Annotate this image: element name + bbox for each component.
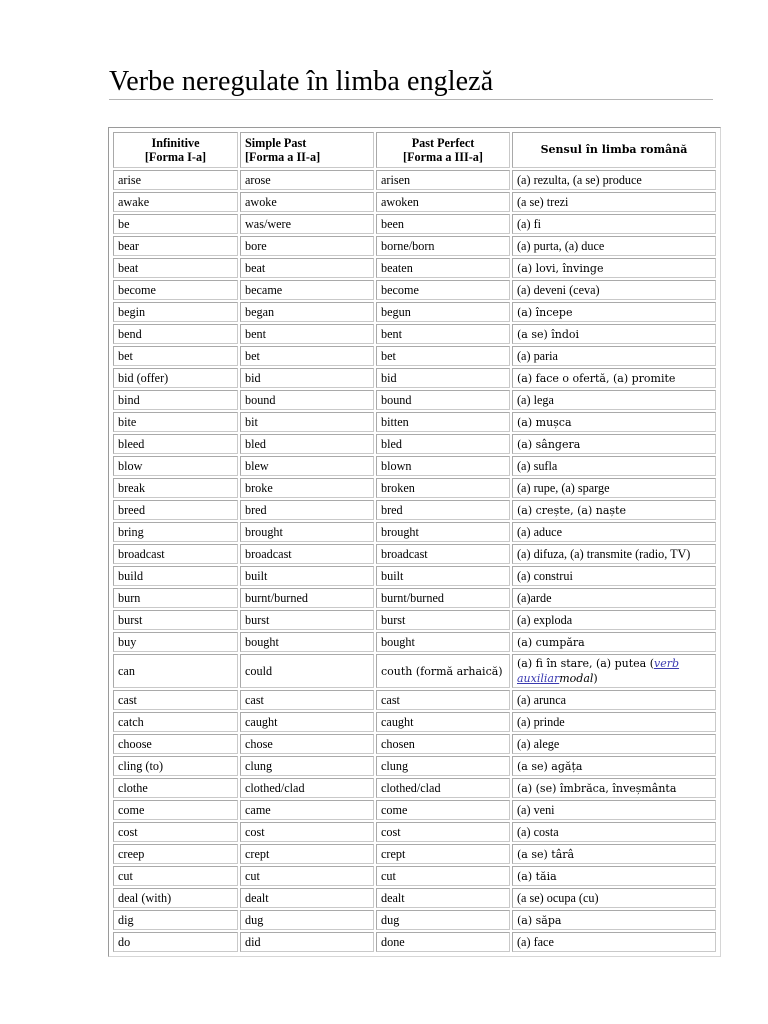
table-row	[113, 888, 716, 908]
table-row	[113, 170, 716, 190]
cell-past-perfect: couth (formă arhaică)	[376, 654, 510, 688]
cell-past-perfect: bled	[376, 434, 510, 454]
cell-meaning: (a) costa	[512, 822, 716, 842]
cell-infinitive: bend	[113, 324, 238, 344]
cell-infinitive: blow	[113, 456, 238, 476]
cell-infinitive: bind	[113, 390, 238, 410]
cell-meaning: (a) sângera	[512, 434, 716, 454]
cell-meaning: (a) rezulta, (a se) produce	[512, 170, 716, 190]
cell-simple-past: clothed/clad	[240, 778, 374, 798]
cell-infinitive: cast	[113, 690, 238, 710]
table-row	[113, 712, 716, 732]
cell-meaning: (a) crește, (a) naște	[512, 500, 716, 520]
cell-past-perfect: caught	[376, 712, 510, 732]
cell-simple-past: became	[240, 280, 374, 300]
cell-infinitive: catch	[113, 712, 238, 732]
cell-infinitive: burn	[113, 588, 238, 608]
cell-past-perfect: crept	[376, 844, 510, 864]
cell-infinitive: bet	[113, 346, 238, 366]
cell-simple-past: built	[240, 566, 374, 586]
cell-infinitive: bite	[113, 412, 238, 432]
cell-past-perfect: bet	[376, 346, 510, 366]
cell-meaning: (a) începe	[512, 302, 716, 322]
cell-infinitive: bring	[113, 522, 238, 542]
cell-simple-past: burst	[240, 610, 374, 630]
cell-simple-past: bore	[240, 236, 374, 256]
table-header-row	[113, 132, 716, 168]
cell-meaning: (a) rupe, (a) sparge	[512, 478, 716, 498]
table-row	[113, 390, 716, 410]
table-row	[113, 214, 716, 234]
verb-auxiliar-link[interactable]: verb auxiliar	[517, 657, 680, 685]
table-row	[113, 456, 716, 476]
cell-simple-past: caught	[240, 712, 374, 732]
cell-meaning: (a) exploda	[512, 610, 716, 630]
table-row	[113, 368, 716, 388]
cell-past-perfect: dug	[376, 910, 510, 930]
cell-infinitive: do	[113, 932, 238, 952]
cell-meaning: (a) lovi, învinge	[512, 258, 716, 278]
cell-infinitive: arise	[113, 170, 238, 190]
table-row	[113, 866, 716, 886]
header-infinitive-form: [Forma I-a]	[144, 150, 207, 164]
table-row	[113, 192, 716, 212]
cell-infinitive: break	[113, 478, 238, 498]
cell-infinitive: be	[113, 214, 238, 234]
cell-simple-past: dealt	[240, 888, 374, 908]
cell-simple-past: crept	[240, 844, 374, 864]
modal-text: modal	[559, 672, 594, 685]
cell-past-perfect: broadcast	[376, 544, 510, 564]
table-row	[113, 500, 716, 520]
cell-meaning: (a) purta, (a) duce	[512, 236, 716, 256]
cell-simple-past: bound	[240, 390, 374, 410]
cell-simple-past: brought	[240, 522, 374, 542]
cell-simple-past: was/were	[240, 214, 374, 234]
table-row	[113, 258, 716, 278]
cell-simple-past: bent	[240, 324, 374, 344]
cell-infinitive: bear	[113, 236, 238, 256]
cell-past-perfect: bred	[376, 500, 510, 520]
cell-infinitive: buy	[113, 632, 238, 652]
cell-infinitive: clothe	[113, 778, 238, 798]
cell-simple-past: bet	[240, 346, 374, 366]
cell-simple-past: clung	[240, 756, 374, 776]
cell-infinitive: beat	[113, 258, 238, 278]
verbs-table-frame	[108, 127, 721, 957]
table-body	[113, 170, 716, 952]
cell-past-perfect: cast	[376, 690, 510, 710]
cell-simple-past: did	[240, 932, 374, 952]
header-simple-past-label: Simple Past	[245, 136, 307, 150]
cell-meaning: (a) aduce	[512, 522, 716, 542]
cell-meaning: (a) alege	[512, 734, 716, 754]
cell-past-perfect: dealt	[376, 888, 510, 908]
cell-simple-past: broadcast	[240, 544, 374, 564]
cell-meaning: (a) tăia	[512, 866, 716, 886]
irregular-verbs-table	[111, 130, 718, 954]
cell-meaning: (a se) agăța	[512, 756, 716, 776]
cell-meaning: (a) lega	[512, 390, 716, 410]
table-row	[113, 522, 716, 542]
cell-meaning: (a) arunca	[512, 690, 716, 710]
cell-past-perfect: done	[376, 932, 510, 952]
cell-past-perfect: brought	[376, 522, 510, 542]
table-row	[113, 756, 716, 776]
table-row	[113, 324, 716, 344]
closing-paren: )	[593, 672, 598, 685]
cell-infinitive: bid (offer)	[113, 368, 238, 388]
cell-past-perfect: bought	[376, 632, 510, 652]
cell-past-perfect: been	[376, 214, 510, 234]
cell-simple-past: arose	[240, 170, 374, 190]
cell-infinitive: begin	[113, 302, 238, 322]
cell-meaning: (a) paria	[512, 346, 716, 366]
cell-simple-past: dug	[240, 910, 374, 930]
cell-past-perfect: begun	[376, 302, 510, 322]
page-title: Verbe neregulate în limba engleză	[109, 66, 494, 97]
header-meaning: Sensul în limba română	[512, 132, 716, 168]
table-row	[113, 690, 716, 710]
cell-meaning: (a) cumpăra	[512, 632, 716, 652]
cell-past-perfect: arisen	[376, 170, 510, 190]
cell-infinitive: creep	[113, 844, 238, 864]
table-row	[113, 844, 716, 864]
cell-meaning: (a) mușca	[512, 412, 716, 432]
cell-meaning: (a) veni	[512, 800, 716, 820]
cell-past-perfect: bid	[376, 368, 510, 388]
table-row	[113, 822, 716, 842]
cell-meaning: (a se) târâ	[512, 844, 716, 864]
cell-simple-past: came	[240, 800, 374, 820]
cell-meaning: (a) (se) îmbrăca, înveșmânta	[512, 778, 716, 798]
cell-past-perfect: beaten	[376, 258, 510, 278]
header-past-perfect	[376, 132, 510, 168]
cell-infinitive: bleed	[113, 434, 238, 454]
cell-simple-past: bought	[240, 632, 374, 652]
cell-past-perfect: burst	[376, 610, 510, 630]
cell-infinitive: awake	[113, 192, 238, 212]
table-row	[113, 800, 716, 820]
header-simple-past-form: [Forma a II-a]	[245, 150, 321, 164]
table-row	[113, 734, 716, 754]
cell-past-perfect: built	[376, 566, 510, 586]
cell-simple-past: bit	[240, 412, 374, 432]
cell-infinitive: build	[113, 566, 238, 586]
cell-infinitive: broadcast	[113, 544, 238, 564]
table-row	[113, 346, 716, 366]
cell-past-perfect: bent	[376, 324, 510, 344]
cell-simple-past: cost	[240, 822, 374, 842]
cell-infinitive: cut	[113, 866, 238, 886]
table-row	[113, 932, 716, 952]
table-row	[113, 778, 716, 798]
table-row	[113, 434, 716, 454]
cell-past-perfect: bitten	[376, 412, 510, 432]
cell-simple-past: bled	[240, 434, 374, 454]
cell-simple-past: began	[240, 302, 374, 322]
cell-simple-past: bred	[240, 500, 374, 520]
table-row	[113, 654, 716, 688]
cell-meaning: (a) deveni (ceva)	[512, 280, 716, 300]
cell-past-perfect: clothed/clad	[376, 778, 510, 798]
cell-simple-past: beat	[240, 258, 374, 278]
cell-past-perfect: chosen	[376, 734, 510, 754]
cell-simple-past: cut	[240, 866, 374, 886]
cell-past-perfect: blown	[376, 456, 510, 476]
cell-meaning: (a) construi	[512, 566, 716, 586]
cell-past-perfect: bound	[376, 390, 510, 410]
cell-infinitive: become	[113, 280, 238, 300]
cell-meaning: (a se) trezi	[512, 192, 716, 212]
cell-meaning: (a) prinde	[512, 712, 716, 732]
table-row	[113, 610, 716, 630]
cell-simple-past: cast	[240, 690, 374, 710]
table-row	[113, 302, 716, 322]
cell-meaning: (a) fi	[512, 214, 716, 234]
header-infinitive	[113, 132, 238, 168]
cell-infinitive: deal (with)	[113, 888, 238, 908]
cell-past-perfect: broken	[376, 478, 510, 498]
table-row	[113, 478, 716, 498]
table-row	[113, 588, 716, 608]
table-row	[113, 544, 716, 564]
cell-simple-past: blew	[240, 456, 374, 476]
cell-infinitive: breed	[113, 500, 238, 520]
cell-meaning	[512, 654, 716, 688]
cell-meaning: (a)arde	[512, 588, 716, 608]
cell-meaning: (a se) ocupa (cu)	[512, 888, 716, 908]
cell-past-perfect: become	[376, 280, 510, 300]
table-row	[113, 236, 716, 256]
table-row	[113, 280, 716, 300]
meaning-text: (a) fi în stare, (a) putea (	[517, 657, 654, 670]
header-past-perfect-label: Past Perfect	[411, 136, 475, 150]
cell-infinitive: can	[113, 654, 238, 688]
cell-past-perfect: awoken	[376, 192, 510, 212]
cell-infinitive: cling (to)	[113, 756, 238, 776]
cell-past-perfect: cut	[376, 866, 510, 886]
cell-past-perfect: burnt/burned	[376, 588, 510, 608]
cell-meaning: (a) face o ofertă, (a) promite	[512, 368, 716, 388]
cell-simple-past: awoke	[240, 192, 374, 212]
cell-past-perfect: cost	[376, 822, 510, 842]
cell-simple-past: broke	[240, 478, 374, 498]
table-row	[113, 412, 716, 432]
cell-simple-past: burnt/burned	[240, 588, 374, 608]
cell-past-perfect: come	[376, 800, 510, 820]
table-row	[113, 910, 716, 930]
header-simple-past	[240, 132, 374, 168]
cell-meaning: (a) face	[512, 932, 716, 952]
cell-infinitive: cost	[113, 822, 238, 842]
table-row	[113, 632, 716, 652]
header-infinitive-label: Infinitive	[151, 136, 200, 150]
cell-meaning: (a se) îndoi	[512, 324, 716, 344]
cell-infinitive: choose	[113, 734, 238, 754]
cell-meaning: (a) sufla	[512, 456, 716, 476]
header-past-perfect-form: [Forma a III-a]	[403, 150, 483, 164]
cell-meaning: (a) săpa	[512, 910, 716, 930]
cell-past-perfect: clung	[376, 756, 510, 776]
table-row	[113, 566, 716, 586]
cell-simple-past: bid	[240, 368, 374, 388]
cell-simple-past: could	[240, 654, 374, 688]
cell-past-perfect: borne/born	[376, 236, 510, 256]
title-divider	[109, 99, 713, 100]
cell-infinitive: burst	[113, 610, 238, 630]
cell-infinitive: come	[113, 800, 238, 820]
cell-infinitive: dig	[113, 910, 238, 930]
cell-simple-past: chose	[240, 734, 374, 754]
cell-meaning: (a) difuza, (a) transmite (radio, TV)	[512, 544, 716, 564]
